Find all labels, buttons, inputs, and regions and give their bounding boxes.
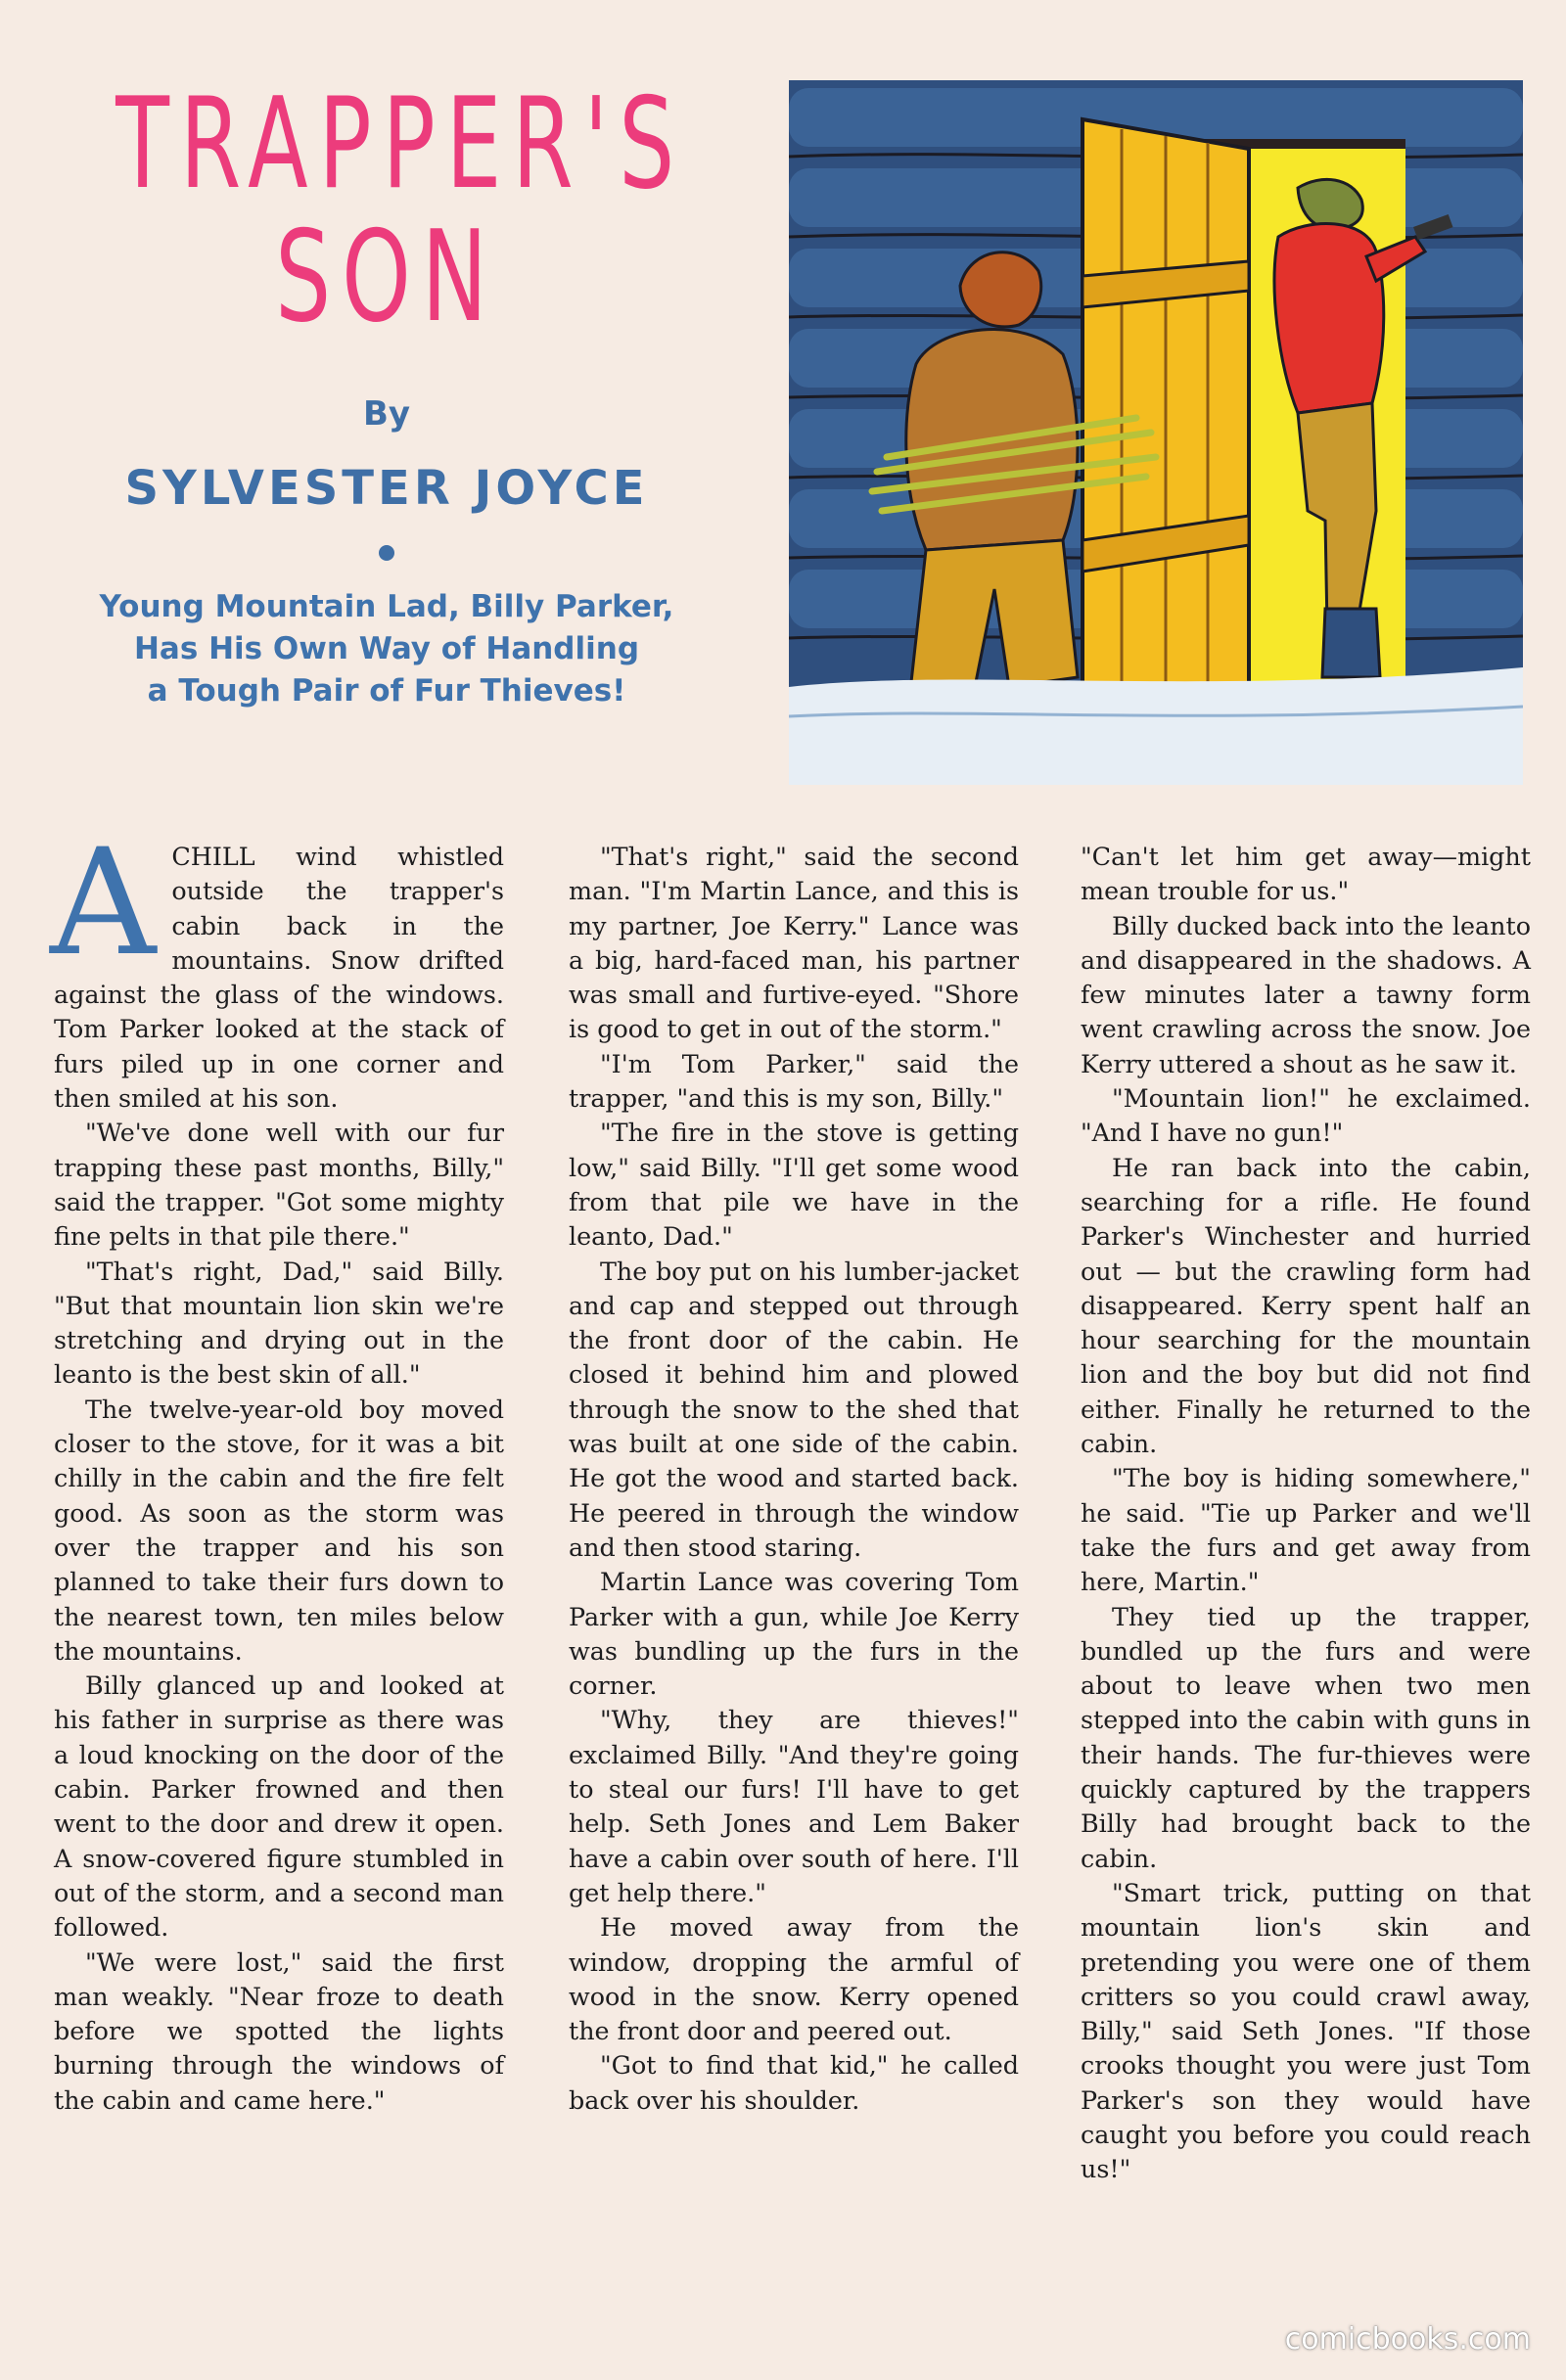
story-paragraph: The boy put on his lumber-jacket and cap and stepped out through the front door of the cabin. He closed it behind him and plowed through the snow to the shed that was built at one side of the cabin. He got the wood and started back. He peered in through the window and then stood staring. (569, 1256, 1019, 1562)
story-paragraph: "Can't let him get away—might mean trouble for us." (1081, 842, 1531, 906)
story-paragraph: "I'm Tom Parker," said the trapper, "and this is my son, Billy." (569, 1048, 1019, 1114)
story-paragraph: CHILL wind whistled outside the trapper's cabin back in the mountains. Snow drifted against the glass of the windows. Tom Parker looked at the stack of furs piled up in one corner and then smiled at his son. (54, 842, 504, 1114)
byline: By (362, 394, 411, 435)
story-paragraph: "That's right, Dad," said Billy. "But that mountain lion skin we're stretching and drying out in the leanto is the best skin of all." (54, 1256, 504, 1390)
story-paragraph: Billy glanced up and looked at his father in surprise as there was a loud knocking on the door of the cabin. Parker frowned and then went to the door and drew it open. A snow-covered figure stumbled in out of the storm, and a second man followed. (54, 1671, 504, 1943)
story-paragraph: "We've done well with our fur trapping these past months, Billy," said the trapper. "Got some mighty fine pelts in that pile there." (54, 1118, 504, 1252)
story-paragraph: Billy ducked back into the leanto and disappeared in the shadows. A few minutes later a tawny form went crawling across the snow. Joe Kerry uttered a shout as he saw it. (1081, 910, 1531, 1078)
story-paragraph: Martin Lance was covering Tom Parker with a gun, while Joe Kerry was bundling up the furs in the corner. (569, 1567, 1019, 1701)
story-paragraph: "We were lost," said the first man weakly. "Near froze to death before we spotted the lights burning through the windows of the cabin and came here." (54, 1946, 504, 2115)
watermark: comicbooks.com (1284, 2322, 1531, 2357)
story-title-line-2: SON (275, 204, 498, 350)
story-column-1 (50, 818, 504, 2118)
story-paragraph: "Got to find that kid," he called back over his shoulder. (569, 2050, 1019, 2115)
story-paragraph: He moved away from the window, dropping the armful of wood in the snow. Kerry opened the front door and peered out. (569, 1912, 1019, 2046)
story-paragraph: They tied up the trapper, bundled up the furs and were about to leave when two men stepped into the cabin with guns in their hands. The fur-thieves were quickly captured by the trappers Billy had brought back to the cabin. (1081, 1601, 1531, 1873)
tagline-line-2: Has His Own Way of Handling (133, 631, 640, 667)
story-paragraph: "The fire in the stove is getting low," said Billy. "I'll get some wood from that pile we have in the leanto, Dad." (569, 1118, 1019, 1252)
tagline-line-3: a Tough Pair of Fur Thieves! (147, 672, 626, 709)
story-paragraph: "Smart trick, putting on that mountain lion's skin and pretending you were one of them critters so you could crawl away, Billy," said Seth Jones. "If those crooks thought you were just Tom Parker's son they would have caught you before you could reach us!" (1081, 1877, 1531, 2184)
story-title-line-1: TRAPPER'S (115, 71, 686, 217)
author-name: SYLVESTER JOYCE (124, 461, 649, 517)
tagline-line-1: Young Mountain Lad, Billy Parker, (99, 589, 674, 625)
story-paragraph: "The boy is hiding somewhere," he said. "Tie up Parker and we'll take the furs and get away from here, Martin." (1081, 1463, 1531, 1597)
title-block (39, 71, 734, 712)
bullet-dot-icon (379, 545, 394, 561)
story-paragraph: He ran back into the cabin, searching for a rifle. He found Parker's Winchester and hurried out — but the crawling form had disappeared. Kerry spent half an hour searching for the mountain lion and the boy but did not find either. Finally he returned to the cabin. (1081, 1152, 1531, 1459)
story-paragraph: "That's right," said the second man. "I'm Martin Lance, and this is my partner, Joe Kerry." Lance was a big, hard-faced man, his partner was small and furtive-eyed. "Shore is good to get in out of the storm." (569, 842, 1019, 1044)
story-column-2 (569, 840, 1019, 2118)
story-column-3 (1081, 840, 1531, 2187)
tagline (39, 586, 734, 711)
drop-cap: A (50, 818, 157, 988)
cabin-door-illustration (789, 80, 1523, 785)
story-paragraph: The twelve-year-old boy moved closer to the stove, for it was a bit chilly in the cabin and the fire felt good. As soon as the storm was over the trapper and his son planned to take their furs down to the nearest town, ten miles below the mountains. (54, 1394, 504, 1666)
story-paragraph: "Why, they are thieves!" exclaimed Billy. "And they're going to steal our furs! I'll have to get help. Seth Jones and Lem Baker have a cabin over south of here. I'll get help there." (569, 1705, 1019, 1907)
story-paragraph: "Mountain lion!" he exclaimed. "And I have no gun!" (1081, 1083, 1531, 1148)
